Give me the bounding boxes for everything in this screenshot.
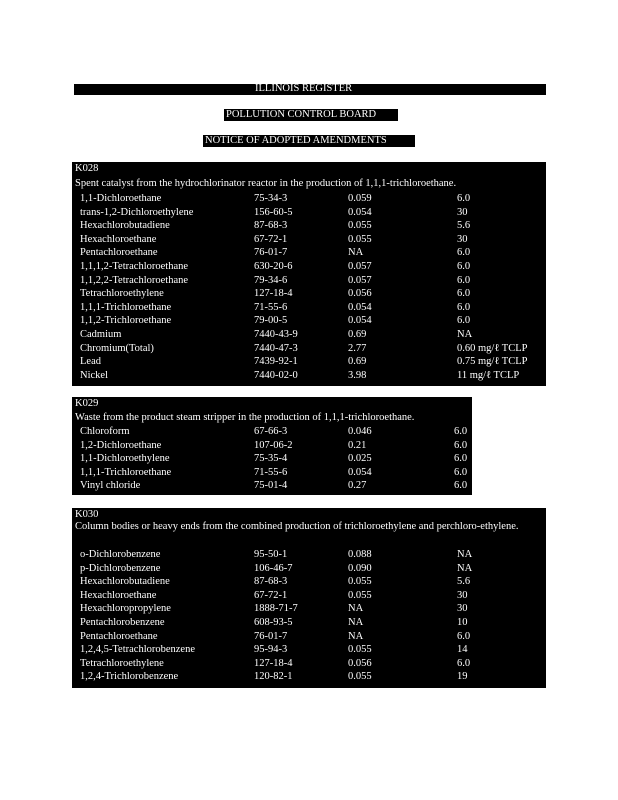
constituent-name: trans-1,2-Dichloroethylene: [80, 206, 194, 218]
cas-number: 156-60-5: [254, 206, 293, 218]
table-row: [72, 602, 546, 616]
cas-number: 107-06-2: [254, 439, 293, 451]
nonwastewater-value: 30: [457, 603, 468, 615]
constituent-name: Nickel: [80, 369, 108, 381]
table-row: [72, 589, 546, 603]
nonwastewater-value: 30: [457, 233, 468, 245]
cas-number: 79-00-5: [254, 315, 288, 327]
wastewater-value: NA: [348, 630, 364, 642]
cas-number: 75-01-4: [254, 480, 288, 492]
wastewater-value: 0.054: [348, 206, 372, 218]
table-row: [72, 355, 546, 369]
nonwastewater-value: 30: [457, 206, 468, 218]
wastewater-value: 0.055: [348, 233, 372, 245]
cas-number: 75-34-3: [254, 193, 288, 204]
cas-number: 71-55-6: [254, 466, 288, 478]
wastewater-value: 0.088: [348, 549, 372, 560]
wastewater-value: 0.054: [348, 466, 372, 478]
nonwastewater-value: 11 mg/ℓ TCLP: [457, 369, 520, 381]
constituent-name: Hexachloroethane: [80, 589, 157, 601]
cas-number: 76-01-7: [254, 247, 288, 259]
constituent-name: p-Dichlorobenzene: [80, 562, 161, 574]
cas-number: 67-66-3: [254, 426, 288, 437]
wastewater-value: 0.69: [348, 356, 367, 368]
cas-number: 127-18-4: [254, 657, 293, 669]
nonwastewater-value: 10: [457, 617, 468, 628]
nonwastewater-value: 6.0: [454, 439, 468, 451]
wastewater-value: 0.046: [348, 426, 372, 437]
cas-number: 79-34-6: [254, 274, 288, 286]
wastewater-value: NA: [348, 247, 364, 259]
table-row: [72, 630, 546, 644]
cas-number: 7440-43-9: [254, 329, 298, 340]
constituent-name: 1,1-Dichloroethane: [80, 193, 162, 204]
table-row: [72, 562, 546, 576]
section-k028: [72, 162, 546, 386]
constituent-name: 1,1,2-Trichloroethane: [80, 315, 172, 327]
table-row: [72, 616, 546, 630]
section-description: Spent catalyst from the hydrochlorinator reactor in the production of 1,1,1-trichloroethane.: [75, 178, 457, 189]
constituent-name: 1,2,4,5-Tetrachlorobenzene: [80, 644, 196, 656]
table-row: [72, 314, 546, 328]
wastewater-value: 3.98: [348, 369, 367, 381]
cas-number: 76-01-7: [254, 630, 288, 642]
wastewater-value: 0.055: [348, 220, 372, 232]
nonwastewater-value: 6.0: [454, 453, 468, 465]
cas-number: 67-72-1: [254, 589, 288, 601]
section-code: K030: [75, 509, 99, 520]
nonwastewater-value: NA: [457, 549, 473, 560]
wastewater-value: 2.77: [348, 342, 367, 354]
cas-number: 75-35-4: [254, 453, 288, 465]
cas-number: 95-94-3: [254, 644, 288, 656]
table-row: [72, 670, 546, 684]
section-code: K029: [75, 398, 99, 409]
cas-number: 608-93-5: [254, 617, 293, 628]
table-row: [72, 233, 546, 247]
constituent-name: 1,1-Dichloroethylene: [80, 453, 170, 465]
section-code: K028: [75, 163, 99, 174]
wastewater-value: 0.054: [348, 301, 372, 313]
cas-number: 7439-92-1: [254, 356, 298, 368]
nonwastewater-value: 0.60 mg/ℓ TCLP: [457, 342, 528, 354]
constituent-name: Hexachlorobutadiene: [80, 220, 170, 232]
table-row: [72, 479, 472, 493]
cas-number: 1888-71-7: [254, 603, 298, 615]
cas-number: 87-68-3: [254, 576, 288, 588]
nonwastewater-value: 6.0: [457, 301, 471, 313]
constituent-name: Chromium(Total): [80, 342, 154, 354]
constituent-name: 1,1,1-Trichloroethane: [80, 301, 172, 313]
table-row: [72, 301, 546, 315]
wastewater-value: 0.055: [348, 644, 372, 656]
table-row: [72, 260, 546, 274]
constituent-name: Hexachloropropylene: [80, 603, 171, 615]
table-row: [72, 206, 546, 220]
nonwastewater-value: 6.0: [454, 426, 468, 437]
notice-title: NOTICE OF ADOPTED AMENDMENTS: [205, 135, 387, 146]
cas-number: 106-46-7: [254, 562, 293, 574]
nonwastewater-value: NA: [457, 562, 473, 574]
table-row: [72, 246, 546, 260]
wastewater-value: 0.056: [348, 288, 372, 300]
cas-number: 120-82-1: [254, 671, 293, 683]
cas-number: 7440-02-0: [254, 369, 298, 381]
constituent-name: Chloroform: [80, 426, 130, 437]
wastewater-value: NA: [348, 617, 364, 628]
cas-number: 127-18-4: [254, 288, 293, 300]
nonwastewater-value: 6.0: [454, 480, 468, 492]
section-k030: [72, 508, 546, 688]
wastewater-value: 0.21: [348, 439, 367, 451]
nonwastewater-value: 6.0: [457, 193, 471, 204]
nonwastewater-value: 30: [457, 589, 468, 601]
constituent-name: Hexachloroethane: [80, 233, 157, 245]
wastewater-value: 0.090: [348, 562, 372, 574]
table-row: [72, 274, 546, 288]
table-row: [72, 439, 472, 453]
board-title: POLLUTION CONTROL BOARD: [226, 109, 377, 120]
table-row: [72, 192, 546, 206]
table-row: [72, 452, 472, 466]
section-description: Waste from the product steam stripper in the production of 1,1,1-trichloroethane.: [75, 412, 415, 423]
constituent-name: Vinyl chloride: [80, 480, 141, 492]
wastewater-value: 0.054: [348, 315, 372, 327]
constituent-name: 1,2,4-Trichlorobenzene: [80, 671, 179, 683]
wastewater-value: 0.055: [348, 671, 372, 683]
constituent-name: Lead: [80, 356, 101, 368]
nonwastewater-value: 14: [457, 644, 468, 656]
wastewater-value: 0.057: [348, 261, 372, 272]
constituent-name: 1,1,1-Trichloroethane: [80, 466, 172, 478]
wastewater-value: NA: [348, 603, 364, 615]
constituent-name: Tetrachloroethylene: [80, 288, 164, 300]
wastewater-value: 0.69: [348, 329, 367, 340]
constituent-name: Pentachloroethane: [80, 630, 158, 642]
table-row: [72, 657, 546, 671]
wastewater-value: 0.056: [348, 657, 372, 669]
nonwastewater-value: 0.75 mg/ℓ TCLP: [457, 356, 528, 368]
nonwastewater-value: 6.0: [457, 288, 471, 300]
wastewater-value: 0.27: [348, 480, 367, 492]
wastewater-value: 0.055: [348, 589, 372, 601]
table-row: [72, 369, 546, 383]
nonwastewater-value: 5.6: [457, 220, 471, 232]
constituent-name: 1,2-Dichloroethane: [80, 439, 162, 451]
nonwastewater-value: 6.0: [457, 315, 471, 327]
constituent-name: 1,1,1,2-Tetrachloroethane: [80, 261, 189, 272]
table-row: [72, 575, 546, 589]
table-row: [72, 466, 472, 480]
wastewater-value: 0.025: [348, 453, 372, 465]
section-description: Column bodies or heavy ends from the combined production of trichloroethylene and perchloro-ethylene.: [75, 521, 519, 532]
constituent-name: o-Dichlorobenzene: [80, 549, 161, 560]
table-row: [72, 425, 472, 439]
cas-number: 95-50-1: [254, 549, 288, 560]
table-row: [72, 548, 546, 562]
nonwastewater-value: 6.0: [457, 657, 471, 669]
wastewater-value: 0.057: [348, 274, 372, 286]
constituent-name: Cadmium: [80, 329, 122, 340]
table-row: [72, 287, 546, 301]
cas-number: 67-72-1: [254, 233, 288, 245]
table-row: [72, 219, 546, 233]
table-row: [72, 342, 546, 356]
constituent-name: Pentachloroethane: [80, 247, 158, 259]
nonwastewater-value: 6.0: [457, 630, 471, 642]
table-row: [72, 328, 546, 342]
constituent-name: Hexachlorobutadiene: [80, 576, 170, 588]
nonwastewater-value: 6.0: [457, 261, 471, 272]
nonwastewater-value: 5.6: [457, 576, 471, 588]
nonwastewater-value: 6.0: [454, 466, 468, 478]
cas-number: 87-68-3: [254, 220, 288, 232]
constituent-name: Tetrachloroethylene: [80, 657, 164, 669]
cas-number: 71-55-6: [254, 301, 288, 313]
section-k029: [72, 397, 472, 495]
wastewater-value: 0.055: [348, 576, 372, 588]
constituent-name: 1,1,2,2-Tetrachloroethane: [80, 274, 189, 286]
cas-number: 630-20-6: [254, 261, 293, 272]
nonwastewater-value: NA: [457, 329, 473, 340]
nonwastewater-value: 6.0: [457, 247, 471, 259]
nonwastewater-value: 19: [457, 671, 468, 683]
cas-number: 7440-47-3: [254, 342, 298, 354]
wastewater-value: 0.059: [348, 193, 372, 204]
table-row: [72, 643, 546, 657]
nonwastewater-value: 6.0: [457, 274, 471, 286]
register-title: ILLINOIS REGISTER: [255, 83, 353, 94]
constituent-name: Pentachlorobenzene: [80, 617, 165, 628]
